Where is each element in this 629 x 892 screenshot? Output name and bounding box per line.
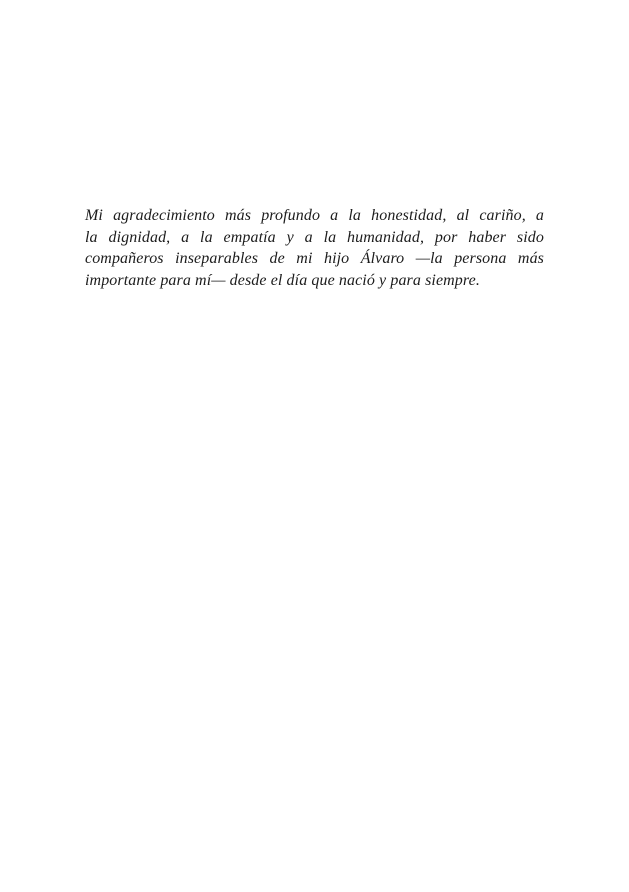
dedication-paragraph: [85, 205, 544, 291]
dedication-line: la dignidad, a la empatía y a la humanidad, por haber sido: [85, 228, 544, 246]
dedication-line: compañeros inseparables de mi hijo Álvaro —la persona más: [85, 250, 544, 267]
dedication-line: importante para mí— desde el día que nació y para siempre.: [85, 271, 480, 289]
dedication-line: Mi agradecimiento más profundo a la honestidad, al cariño, a: [85, 207, 544, 224]
